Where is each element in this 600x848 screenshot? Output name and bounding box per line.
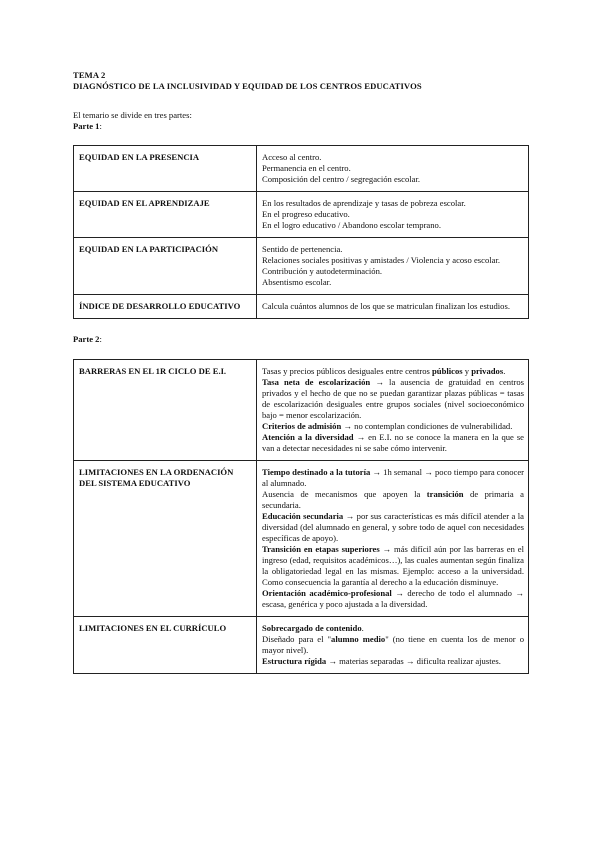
table-row	[74, 617, 529, 674]
content-paragraph	[262, 588, 524, 610]
parte1-label: Parte 1	[73, 121, 100, 131]
bold-term: alumno medio	[331, 634, 386, 644]
row-label: EQUIDAD EN LA PRESENCIA	[74, 146, 257, 192]
parte2-heading: Parte 2:	[73, 334, 102, 344]
content-line: Relaciones sociales positivas y amistades / Violencia y acoso escolar.	[262, 255, 500, 265]
content-line: En los resultados de aprendizaje y tasas de pobreza escolar.	[262, 198, 466, 208]
bold-term: Criterios de admisión	[262, 421, 342, 431]
content-paragraph	[262, 467, 524, 489]
text-run: " (no tiene en cuenta los de menor o mayor nivel).	[262, 634, 524, 655]
content-line: Composición del centro / segregación escolar.	[262, 174, 420, 184]
bold-term: Atención a la diversidad	[262, 432, 354, 442]
document-page	[73, 70, 531, 674]
content-paragraph	[262, 544, 524, 588]
content-paragraph	[262, 366, 524, 377]
content-paragraph	[262, 623, 524, 634]
text-run: de primaria a secundaria.	[262, 489, 524, 510]
bold-term: Educación secundaria	[262, 511, 344, 521]
content-paragraph	[262, 432, 524, 454]
table-row	[74, 192, 529, 238]
content-line: En el logro educativo / Abandono escolar temprano.	[262, 220, 441, 230]
row-label: BARRERAS EN EL 1R CICLO DE E.I.	[74, 360, 257, 461]
content-line: Calcula cuántos alumnos de los que se matriculan finalizan los estudios.	[262, 301, 510, 311]
content-paragraph	[262, 511, 524, 544]
row-content	[257, 461, 529, 617]
text-run: Ausencia de mecanismos que apoyen la	[262, 489, 427, 499]
content-line: Permanencia en el centro.	[262, 163, 351, 173]
text-run: Diseñado para el "	[262, 634, 332, 644]
table-row	[74, 295, 529, 319]
text-run: .	[361, 623, 364, 633]
bold-term: transición	[426, 489, 464, 499]
table-row	[74, 461, 529, 617]
text-run: → derecho de todo el alumnado → escasa, genérica y poco ajustada a la diversidad.	[262, 588, 524, 609]
row-label: EQUIDAD EN LA PARTICIPACIÓN	[74, 238, 257, 295]
content-line: Sentido de pertenencia.	[262, 244, 343, 254]
table-row	[74, 360, 529, 461]
text-run: → no contemplan condiciones de vulnerabilidad.	[341, 421, 513, 431]
content-paragraph	[262, 377, 524, 421]
text-run: → la ausencia de gratuidad en centros privados y el hecho de que no se puedan garantizar plazas públicas = tasas de escolarización desiguales entre grupos sociales (nivel socioeconómico bajo = menor escolarización.	[262, 377, 524, 420]
bold-term: privados	[471, 366, 504, 376]
row-label: LIMITACIONES EN EL CURRÍCULO	[74, 617, 257, 674]
content-paragraph	[262, 489, 524, 511]
row-content	[257, 146, 529, 192]
row-content	[257, 192, 529, 238]
bold-term: Estructura rígida	[262, 656, 327, 666]
tema-label: TEMA 2	[73, 70, 106, 80]
content-line: Absentismo escolar.	[262, 277, 332, 287]
text-run: → 1h semanal → poco tiempo para conocer al alumnado.	[262, 467, 524, 488]
row-label: LIMITACIONES EN LA ORDENACIÓN DEL SISTEMA EDUCATIVO	[74, 461, 257, 617]
bold-term: Transición en etapas superiores	[262, 544, 380, 554]
text-run: → materias separadas → dificulta realizar ajustes.	[326, 656, 501, 666]
parte2-table	[73, 359, 529, 674]
content-line: Contribución y autodeterminación.	[262, 266, 383, 276]
bold-term: públicos	[432, 366, 463, 376]
table-row	[74, 238, 529, 295]
row-label: EQUIDAD EN EL APRENDIZAJE	[74, 192, 257, 238]
text-run: → por sus características es más difícil atender a la diversidad (del alumnado en general, y sobre todo de aquel con necesidades específicas de apoyo).	[262, 511, 524, 543]
row-content	[257, 617, 529, 674]
bold-term: Sobrecargado de contenido	[262, 623, 362, 633]
content-paragraph	[262, 656, 524, 667]
document-title: DIAGNÓSTICO DE LA INCLUSIVIDAD Y EQUIDAD DE LOS CENTROS EDUCATIVOS	[73, 81, 422, 91]
row-label: ÍNDICE DE DESARROLLO EDUCATIVO	[74, 295, 257, 319]
text-run: → en E.I. no se conoce la manera en la que se van a detectar necesidades ni se sabe cómo intervenir.	[262, 432, 525, 453]
row-content	[257, 295, 529, 319]
text-run: .	[503, 366, 506, 376]
intro-text: El temario se divide en tres partes:	[73, 110, 192, 120]
content-paragraph	[262, 634, 524, 656]
bold-term: Tiempo destinado a la tutoría	[262, 467, 371, 477]
bold-term: Tasa neta de escolarización	[262, 377, 371, 387]
text-run: y	[462, 366, 472, 376]
parte1-heading: Parte 1:	[73, 121, 102, 131]
content-paragraph	[262, 421, 524, 432]
table-row	[74, 146, 529, 192]
text-run: → más difícil aún por las barreras en el ingreso (edad, requisitos académicos…), las cuales aumentan según finaliza la obligatoriedad legal en las mismas. Ejemplo: acceso a la universidad. Como consecuencia la garantía al derecho a la educación disminuye.	[262, 544, 524, 587]
content-line: Acceso al centro.	[262, 152, 322, 162]
row-content	[257, 360, 529, 461]
bold-term: Orientación académico-profesional	[262, 588, 392, 598]
content-line: En el progreso educativo.	[262, 209, 350, 219]
text-run: Tasas y precios públicos desiguales entre centros	[262, 366, 433, 376]
row-content	[257, 238, 529, 295]
parte2-label: Parte 2	[73, 334, 100, 344]
parte1-table	[73, 145, 529, 319]
